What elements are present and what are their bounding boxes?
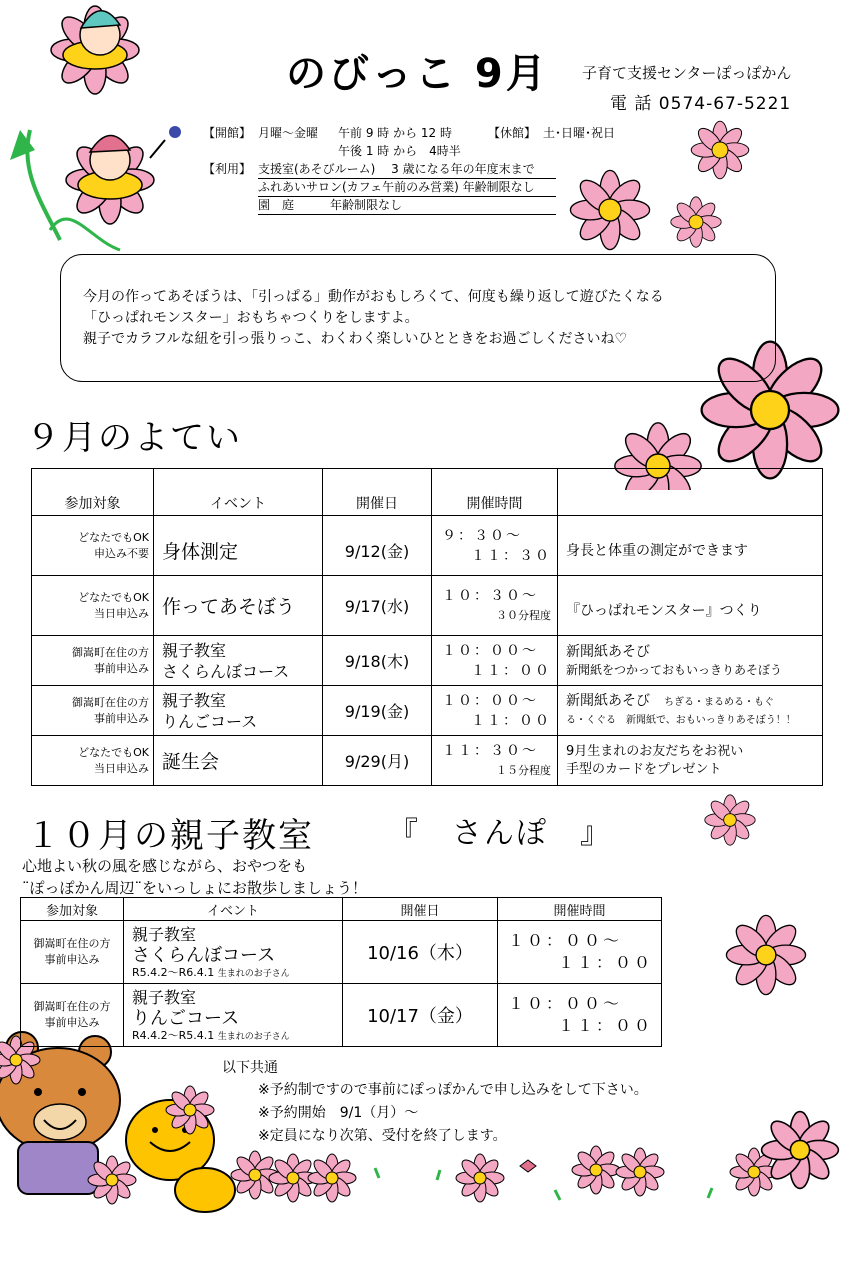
event-course: りんごコース — [132, 1007, 240, 1029]
table-row — [32, 516, 823, 576]
open-hours-am: 午前 9 時 から 12 時 — [338, 126, 452, 140]
date: 10/17（金） — [367, 1006, 473, 1027]
target: 御嵩町在住の方 — [72, 645, 149, 659]
description: 新聞紙あそび — [566, 643, 650, 660]
col-header: イベント — [124, 898, 343, 921]
table-row — [32, 736, 823, 786]
time-start: １０：００～ — [442, 692, 538, 709]
table-row — [32, 686, 823, 736]
eligible-range: R5.4.2～R6.4.1 — [132, 965, 215, 979]
eligible-note: 生まれのお子さん — [217, 968, 290, 979]
description-extra: ちぎる・まるめる・もぐ — [664, 696, 774, 708]
description-detail: 手型のカードをプレゼント — [566, 761, 722, 777]
time-start: １０：００～ — [442, 642, 538, 659]
col-header: イベント — [154, 469, 323, 516]
date: 9/19(金) — [344, 702, 410, 721]
date: 9/18(木) — [344, 652, 410, 671]
target: どなたでもOK — [78, 590, 149, 604]
apply: 事前申込み — [44, 953, 100, 966]
event: 作ってあそぼう — [162, 596, 296, 618]
description: 新聞紙あそび — [566, 692, 650, 709]
center-name: 子育て支援センターぽっぽかん — [582, 64, 792, 82]
page-title: のびっこ 9月 — [286, 51, 549, 97]
description-detail: る・くぐる 新聞紙で、おもいっきりあそぼう！！ — [566, 714, 796, 726]
oct-schedule-table — [20, 897, 662, 1047]
description: 身長と体重の測定ができます — [566, 542, 748, 559]
table-row — [32, 636, 823, 686]
note-item: ※予約開始 9/1（月）～ — [258, 1105, 419, 1121]
col-header: 開催日 — [323, 469, 432, 516]
col-header: 参加対象 — [32, 469, 154, 516]
time-end: １５分程度 — [496, 763, 551, 777]
time-start: １０：００～ — [508, 994, 623, 1013]
apply: 事前申込み — [44, 1016, 100, 1029]
open-days: 月曜～金曜 — [258, 126, 319, 140]
time-end: １１：００ — [471, 662, 551, 679]
sept-schedule-table — [31, 468, 823, 786]
note-item: ※予約制ですので事前にぽっぽかんで申し込みをして下さい。 — [258, 1082, 648, 1098]
apply: 事前申込み — [94, 711, 149, 725]
sept-heading: ９月のよてい — [26, 418, 242, 458]
table-row — [21, 984, 662, 1047]
target: 御嵩町在住の方 — [33, 937, 111, 950]
col-header: 開催時間 — [432, 469, 558, 516]
note-item: ※定員になり次第、受付を終了します。 — [258, 1128, 507, 1144]
open-label: 【開館】 — [203, 126, 252, 140]
event: 親子教室 — [162, 640, 227, 660]
closed-label: 【休館】 — [488, 126, 537, 140]
time-start: ９：３０～ — [442, 527, 522, 544]
time-start: １０：３０～ — [442, 587, 538, 604]
date: 10/16（木） — [367, 943, 473, 964]
description-detail: 新聞紙をつかっておもいっきりあそぼう — [566, 662, 783, 677]
eligible-note: 生まれのお子さん — [217, 1031, 290, 1042]
message-line: 「ひっぱれモンスター」おもちゃつくりをしますよ。 — [83, 310, 419, 326]
bear-cat-flowers-illustration — [0, 1030, 841, 1262]
time-end: １１：００ — [471, 712, 551, 729]
cosmos-flowers-right-lower — [690, 790, 841, 1030]
eligible-range: R4.4.2～R5.4.1 — [132, 1028, 215, 1042]
col-header: 参加対象 — [21, 898, 124, 921]
event: 親子教室 — [162, 690, 227, 710]
table-row — [32, 576, 823, 636]
col-header: 開催日 — [343, 898, 498, 921]
date: 9/29(月) — [344, 752, 410, 771]
event-course: りんごコース — [162, 711, 258, 731]
description: 『ひっぱれモンスター』つくり — [566, 602, 762, 619]
target: どなたでもOK — [78, 745, 149, 759]
description: 9月生まれのお友だちをお祝い — [566, 743, 744, 759]
event: 親子教室 — [132, 924, 197, 944]
time-end: １１：００ — [557, 953, 653, 972]
message-box — [60, 254, 776, 382]
time-start: １１：３０～ — [442, 742, 538, 759]
flower-fairy-illustration — [0, 0, 200, 280]
oct-heading: １０月の親子教室 — [26, 816, 314, 856]
table-header-row — [21, 898, 662, 921]
time-end: １１：００ — [557, 1016, 653, 1035]
oct-theme: 『 さんぽ 』 — [388, 816, 612, 851]
open-hours-pm: 午後 1 時 から 4時半 — [338, 144, 461, 158]
oct-intro-1: 心地よい秋の風を感じながら、おやつをも — [22, 857, 308, 875]
event-course: さくらんぼコース — [132, 944, 276, 966]
notes-lead: 以下共通 — [222, 1060, 278, 1076]
use-line-1: 支援室(あそびルーム) 3 歳になる年の年度末まで — [258, 160, 556, 179]
time-end: １１：３０ — [471, 547, 551, 564]
col-header: 開催時間 — [498, 898, 662, 921]
use-line-2: ふれあいサロン(カフェ午前のみ営業) 年齢制限なし — [258, 178, 556, 197]
date: 9/12(金) — [344, 542, 410, 561]
col-header — [558, 469, 823, 516]
closed-days: 土･日曜･祝日 — [543, 126, 616, 140]
apply: 事前申込み — [94, 661, 149, 675]
message-line: 今月の作ってあそぼうは、「引っぱる」動作がおもしろくて、何度も繰り返して遊びたくなる — [83, 289, 664, 305]
table-header-row — [32, 469, 823, 516]
date: 9/17(水) — [344, 597, 410, 616]
event: 誕生会 — [162, 751, 220, 773]
apply: 当日申込み — [94, 606, 149, 620]
message-line: 親子でカラフルな紐を引っ張りっこ、わくわく楽しいひとときをお過ごしくださいね♡ — [83, 331, 627, 347]
event-course: さくらんぼコース — [162, 661, 290, 681]
event: 親子教室 — [132, 987, 197, 1007]
target: 御嵩町在住の方 — [33, 1000, 111, 1013]
time-end: ３０分程度 — [496, 608, 551, 622]
oct-intro-2: ¨ぽっぽかん周辺¨をいっしょにお散歩しましょう！ — [22, 879, 368, 897]
apply: 当日申込み — [94, 761, 149, 775]
target: 御嵩町在住の方 — [72, 695, 149, 709]
target: どなたでもOK — [78, 530, 149, 544]
center-phone: 電 話 0574-67-5221 — [610, 94, 792, 114]
apply: 申込み不要 — [94, 546, 149, 560]
table-row — [21, 921, 662, 984]
use-line-3: 園 庭 年齢制限なし — [258, 196, 556, 215]
use-label: 【利用】 — [203, 162, 252, 176]
time-start: １０：００～ — [508, 931, 623, 950]
event: 身体測定 — [162, 541, 239, 563]
